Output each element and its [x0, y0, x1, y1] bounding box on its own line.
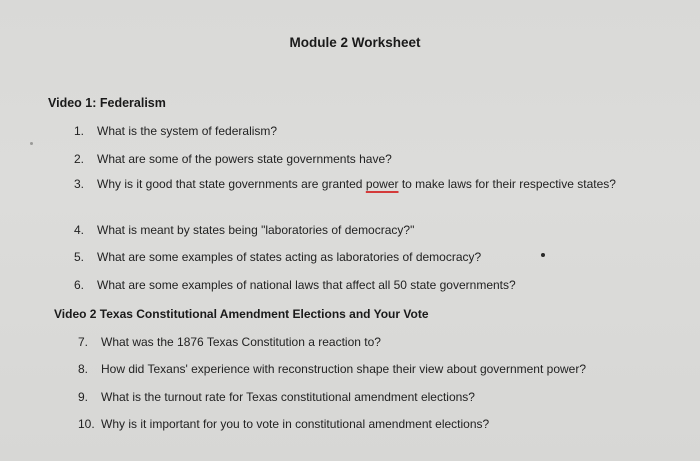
question-number: 10. — [78, 417, 95, 431]
section-heading-video-2: Video 2 Texas Constitutional Amendment Elections and Your Vote — [54, 307, 429, 321]
section-heading-video-1: Video 1: Federalism — [48, 96, 166, 110]
question-text: What is meant by states being "laboratories of democracy?" — [97, 223, 415, 237]
question-text: What are some examples of states acting as laboratories of democracy? — [97, 250, 482, 264]
question-text: What is the system of federalism? — [97, 124, 278, 138]
question-text: What are some examples of national laws that affect all 50 state governments? — [97, 278, 516, 292]
question-number: 9. — [78, 390, 89, 404]
question-number: 8. — [78, 362, 89, 376]
stray-mark — [30, 142, 33, 145]
question-text — [97, 177, 637, 192]
question-text: How did Texans' experience with reconstruction shape their view about government power? — [101, 362, 587, 376]
question-3 — [74, 177, 654, 209]
spellcheck-underlined-word: power — [365, 177, 399, 191]
question-text: Why is it important for you to vote in constitutional amendment elections? — [101, 417, 490, 431]
question-number: 6. — [74, 278, 85, 292]
question-number: 7. — [78, 335, 89, 349]
question-text: What was the 1876 Texas Constitution a reaction to? — [101, 335, 381, 349]
question-number: 5. — [74, 250, 85, 264]
question-number: 4. — [74, 223, 85, 237]
question-text: What is the turnout rate for Texas constitutional amendment elections? — [101, 390, 475, 404]
page-title: Module 2 Worksheet — [289, 35, 421, 50]
question-text-part: Why is it good that state governments are granted — [97, 177, 366, 191]
stray-mark — [541, 253, 545, 257]
question-number: 3. — [74, 177, 85, 191]
question-number: 2. — [74, 152, 85, 166]
question-text-part: to make laws for their respective states? — [398, 177, 616, 191]
question-number: 1. — [74, 124, 85, 138]
question-text: What are some of the powers state governments have? — [97, 152, 392, 166]
